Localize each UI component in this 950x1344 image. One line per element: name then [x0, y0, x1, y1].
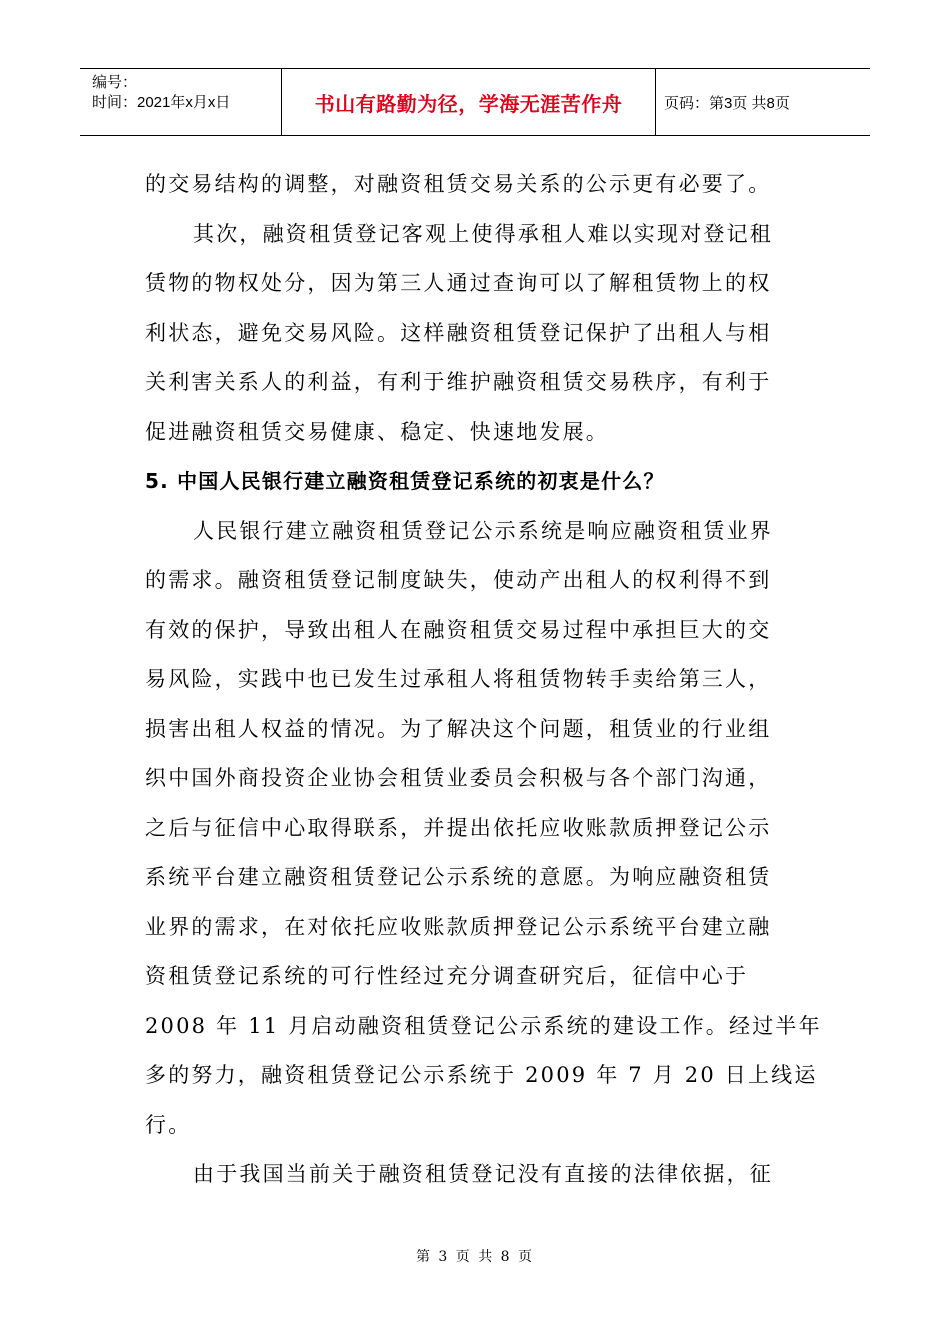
document-number-label: 编号： — [92, 74, 138, 91]
body-line: 系统平台建立融资租赁登记公示系统的意愿。为响应融资租赁 — [145, 865, 772, 889]
body-line: 易风险，实践中也已发生过承租人将租赁物转手卖给第三人， — [145, 667, 772, 691]
document-time-label: 时间：2021年x月x日 — [92, 94, 231, 111]
page-footer: 第 3 页 共 8 页 — [415, 1249, 535, 1265]
body-line: 多的努力，融资租赁登记公示系统于 2009 年 7 月 20 日上线运 — [145, 1063, 818, 1087]
body-line: 损害出租人权益的情况。为了解决这个问题，租赁业的行业组 — [145, 716, 772, 741]
question-heading: 5. 中国人民银行建立融资租赁登记系统的初衷是什么？ — [145, 469, 665, 493]
body-line: 的需求。融资租赁登记制度缺失，使动产出租人的权利得不到 — [145, 568, 772, 592]
body-line: 赁物的物权处分，因为第三人通过查询可以了解租赁物上的权 — [145, 271, 772, 295]
body-line: 织中国外商投资企业协会租赁业委员会积极与各个部门沟通， — [145, 766, 772, 790]
page-header — [80, 68, 870, 136]
body-line: 行。 — [145, 1112, 192, 1137]
body-line: 利状态，避免交易风险。这样融资租赁登记保护了出租人与相 — [145, 320, 772, 345]
paragraph-start: 由于我国当前关于融资租赁登记没有直接的法律依据，征 — [193, 1162, 773, 1186]
body-line: 之后与征信中心取得联系，并提出依托应收账款质押登记公示 — [145, 815, 772, 840]
body-line: 2008 年 11 月启动融资租赁登记公示系统的建设工作。经过半年 — [145, 1013, 822, 1038]
header-page-info: 页码：第3页 共8页 — [664, 94, 790, 112]
paragraph-start: 其次，融资租赁登记客观上使得承租人难以实现对登记租 — [193, 221, 773, 246]
header-meta — [80, 69, 281, 135]
paragraph-start: 人民银行建立融资租赁登记公示系统是响应融资租赁业界 — [193, 518, 773, 543]
header-motto: 书山有路勤为径，学海无涯苦作舟 — [281, 69, 656, 135]
body-line: 的交易结构的调整，对融资租赁交易关系的公示更有必要了。 — [145, 172, 772, 196]
body-line: 促进融资租赁交易健康、稳定、快速地发展。 — [145, 419, 609, 444]
body-line: 资租赁登记系统的可行性经过充分调查研究后，征信中心于 — [145, 964, 749, 988]
body-line: 关利害关系人的利益，有利于维护融资租赁交易秩序，有利于 — [145, 370, 772, 394]
body-line: 业界的需求，在对依托应收账款质押登记公示系统平台建立融 — [145, 914, 772, 939]
document-body — [145, 160, 822, 1200]
body-line: 有效的保护，导致出租人在融资租赁交易过程中承担巨大的交 — [145, 617, 772, 642]
